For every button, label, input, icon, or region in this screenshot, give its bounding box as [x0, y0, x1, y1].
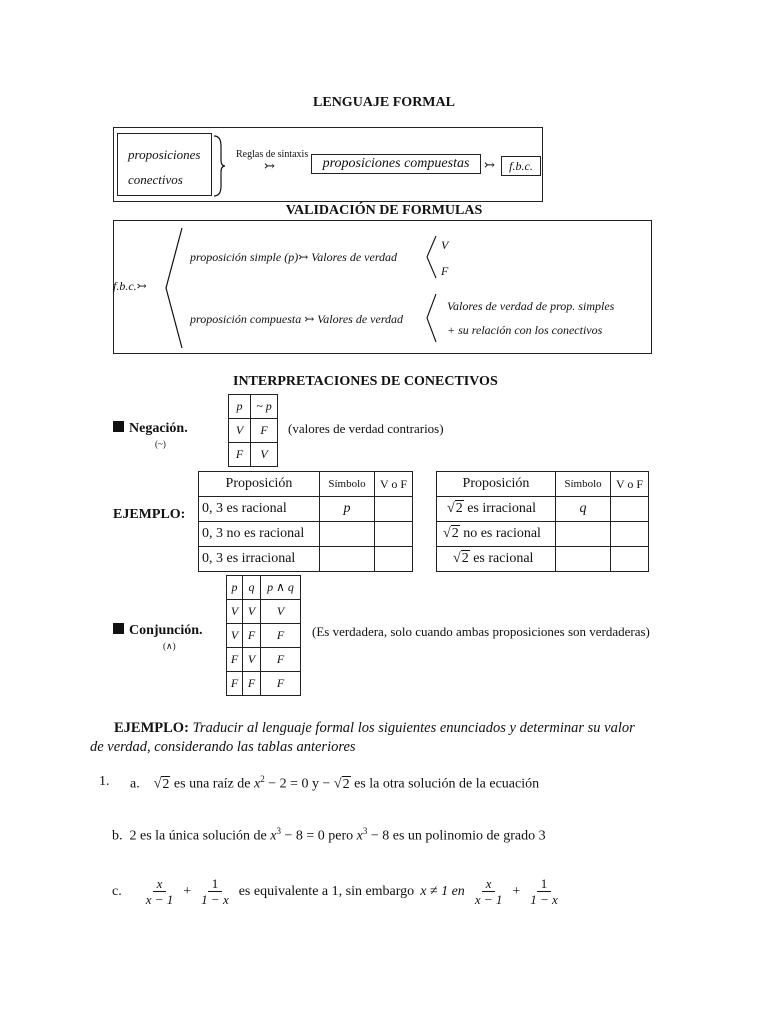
table-cell: q — [556, 497, 611, 522]
item-number: 1. — [99, 774, 110, 789]
table-row — [229, 443, 278, 467]
ejemplo-table-1 — [198, 471, 413, 572]
table-cell: √2 no es racional — [437, 522, 556, 547]
table-cell: ~ p — [251, 395, 278, 419]
table-cell: F — [261, 672, 301, 696]
table-row — [437, 522, 649, 547]
table-cell: F — [243, 624, 261, 648]
table-cell: F — [261, 624, 301, 648]
table-cell: 0, 3 es racional — [199, 497, 320, 522]
angle-bracket-small — [424, 234, 438, 280]
proposiciones-compuestas: proposiciones compuestas — [311, 154, 481, 174]
table-row — [229, 419, 278, 443]
table-header: Símbolo — [556, 472, 611, 497]
arrow-icon: ↣ — [264, 158, 275, 173]
table-row — [199, 497, 413, 522]
table-cell: V — [229, 419, 251, 443]
negacion-symbol: (~) — [155, 439, 166, 449]
table-cell: p — [320, 497, 375, 522]
valor-f: F — [441, 264, 449, 278]
table-header: Proposición — [199, 472, 320, 497]
table-header: Proposición — [437, 472, 556, 497]
ejemplo-table-2 — [436, 471, 649, 572]
fraction: $\frac{x}{x - 1}$ — [474, 876, 503, 907]
arrow-icon: ↣ — [298, 250, 309, 264]
item-1c: c. $\frac{x}{x - 1}$ + $\frac{1}{1 - x}$ es equivalente a 1, sin embargo x ≠ 1 en $\frac{x}{x - 1}$ + $\frac{1}{1 - x}$ — [112, 876, 562, 907]
table-cell: p — [229, 395, 251, 419]
table-cell: V — [261, 600, 301, 624]
table-row — [437, 547, 649, 572]
table-cell — [611, 522, 649, 547]
proposicion-simple: proposición simple (p)↣ Valores de verdad — [190, 250, 398, 264]
square-bullet-icon — [113, 623, 124, 634]
arrow-icon: ↣ — [136, 279, 147, 293]
table-row — [227, 648, 301, 672]
negacion-note: (valores de verdad contrarios) — [288, 421, 444, 436]
ejemplo-paragraph: EJEMPLO: Traducir al lenguaje formal los siguientes enunciados y determinar su valor de verdad, considerando las tablas anteriores — [90, 720, 635, 755]
table-cell: V — [243, 600, 261, 624]
proposicion-compuesta: proposición compuesta ↣ Valores de verdad — [190, 312, 404, 326]
table-cell: F — [229, 443, 251, 467]
angle-bracket-small — [424, 292, 438, 344]
table-row — [199, 547, 413, 572]
table-header: Símbolo — [320, 472, 375, 497]
table-cell: 0, 3 es irracional — [199, 547, 320, 572]
validacion-title: VALIDACIÓN DE FORMULAS — [285, 203, 483, 218]
conectivos-label: conectivos — [128, 172, 183, 187]
page-title: LENGUAJE FORMAL — [313, 95, 455, 110]
table-cell — [375, 547, 413, 572]
table-cell: F — [261, 648, 301, 672]
curly-brace — [212, 134, 226, 198]
table-cell — [556, 547, 611, 572]
negacion-table — [228, 394, 278, 467]
table-cell — [320, 547, 375, 572]
table-cell: V — [243, 648, 261, 672]
fraction: $\frac{x}{x - 1}$ — [145, 876, 174, 907]
conjuncion-symbol: (∧) — [163, 641, 176, 651]
table-cell: V — [227, 600, 243, 624]
conjuncion-note: (Es verdadera, solo cuando ambas proposiciones son verdaderas) — [312, 624, 650, 639]
table-row — [437, 497, 649, 522]
reglas-label: Reglas de sintaxis — [236, 149, 309, 160]
table-row — [199, 522, 413, 547]
table-cell — [611, 547, 649, 572]
fraction: $\frac{1}{1 - x}$ — [530, 876, 558, 907]
table-row — [227, 576, 301, 600]
square-bullet-icon — [113, 421, 124, 432]
table-cell: 0, 3 no es racional — [199, 522, 320, 547]
table-cell — [556, 522, 611, 547]
sqrt-2: √2 — [333, 776, 350, 792]
conjuncion-label: Conjunción. — [113, 623, 203, 639]
table-row — [437, 472, 649, 497]
sqrt-2: √2 — [153, 776, 170, 792]
table-cell: F — [227, 648, 243, 672]
table-cell: q — [243, 576, 261, 600]
arrow-icon: ↣ — [484, 157, 495, 172]
conjuncion-table — [226, 575, 301, 696]
table-row — [199, 472, 413, 497]
table-header: V o F — [611, 472, 649, 497]
table-row — [227, 600, 301, 624]
arrow-icon: ↣ — [304, 312, 315, 326]
item-1a: a. √2 es una raíz de $x^2 - 2 = 0$ y − √2 es la otra solución de la ecuación — [130, 774, 540, 792]
table-cell — [611, 497, 649, 522]
fraction: $\frac{1}{1 - x}$ — [201, 876, 229, 907]
table-cell — [320, 522, 375, 547]
sqrt-2: √2 — [447, 501, 463, 516]
fbc-box: f.b.c. — [501, 156, 541, 176]
ejemplo-label: EJEMPLO: — [113, 507, 186, 522]
negacion-label: Negación. — [113, 421, 188, 437]
relacion-conectivos: + su relación con los conectivos — [447, 323, 603, 337]
table-cell: F — [227, 672, 243, 696]
item-1b: b. 2 es la única solución de $x^3 - 8 = 0$ pero $x^3 - 8$ es un polinomio de grado 3 — [112, 826, 546, 844]
table-cell: p — [227, 576, 243, 600]
table-cell — [375, 497, 413, 522]
table-row — [227, 624, 301, 648]
valor-v: V — [441, 238, 449, 252]
fbc-label: f.b.c.↣ — [113, 279, 147, 293]
table-cell: V — [227, 624, 243, 648]
table-cell: p ∧ q — [261, 576, 301, 600]
table-row — [227, 672, 301, 696]
table-cell: √2 es racional — [437, 547, 556, 572]
valores-prop-simples: Valores de verdad de prop. simples — [447, 299, 615, 313]
table-cell — [375, 522, 413, 547]
proposiciones-label: proposiciones — [128, 147, 201, 162]
table-cell: V — [251, 443, 278, 467]
table-cell: F — [251, 419, 278, 443]
table-cell: √2 es irracional — [437, 497, 556, 522]
table-row — [229, 395, 278, 419]
sqrt-2: √2 — [443, 526, 459, 541]
table-cell: F — [243, 672, 261, 696]
table-header: V o F — [375, 472, 413, 497]
interpretaciones-title: INTERPRETACIONES DE CONECTIVOS — [233, 374, 498, 389]
angle-bracket — [162, 226, 184, 350]
sqrt-2: √2 — [453, 551, 469, 566]
